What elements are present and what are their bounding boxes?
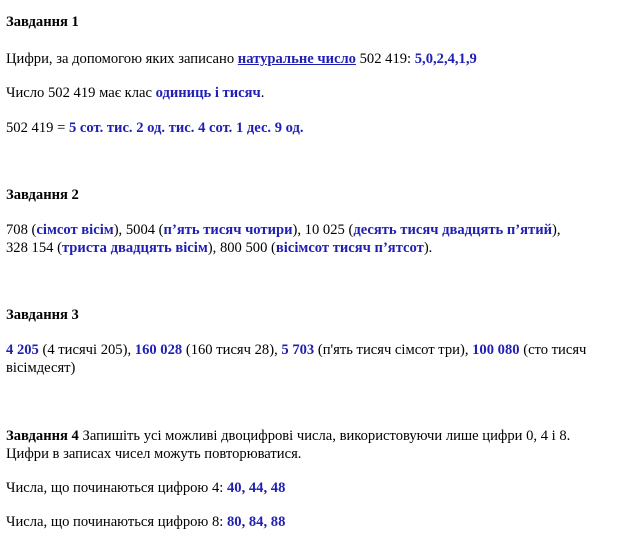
task2-number-5: ), 800 500 ( (207, 240, 276, 256)
task4-answer-4: 40, 44, 48 (226, 480, 286, 496)
task4-line1-text: Числа, що починаються цифрою 4: (6, 480, 227, 496)
task1-line2-end: . (260, 85, 265, 101)
task2-word-4: триста двадцять вісім (61, 240, 208, 256)
task1-line2-text: Число 502 419 має клас (6, 85, 156, 101)
task4-line-4 (6, 479, 618, 497)
task4-answer-8: 80, 84, 88 (226, 514, 286, 530)
task1-expansion-line (6, 119, 618, 137)
task3-numbers-paragraph (6, 341, 618, 377)
task4-text: Запишіть усі можливі двоцифрові числа, використовуючи лише цифри 0, 4 і 8. Цифри в записах чисел можуть повторюватися. (6, 428, 571, 462)
task3-text-3: (п'ять тисяч сімсот три), (314, 342, 473, 358)
task3-text-1: (4 тисячі 205), (38, 342, 135, 358)
task2-number-4: ), 328 154 ( (6, 222, 561, 256)
task1-class-line (6, 84, 618, 102)
task2-number-2: ), 5004 ( (113, 222, 164, 238)
task4-line2-text: Числа, що починаються цифрою 8: (6, 514, 227, 530)
task1-line1-text: Цифри, за допомогою яких записано (6, 51, 238, 67)
task1-expansion-answer: 5 сот. тис. 2 од. тис. 4 сот. 1 дес. 9 од. (68, 120, 304, 136)
task2-word-3: десять тисяч двадцять п’ятий (353, 222, 553, 238)
task3-answer-1: 4 205 (6, 342, 39, 358)
task3-text-4: (сто тисяч вісімдесят) (6, 342, 587, 376)
task1-class-answer: одиниць і тисяч (155, 85, 261, 101)
task1-line3-text: 502 419 = (6, 120, 69, 136)
task4-heading: Завдання 4 (6, 428, 79, 444)
task2-number-1: 708 ( (6, 222, 37, 238)
task2-number-3: ), 10 025 ( (292, 222, 354, 238)
task2-word-5: вісімсот тисяч п’ятсот (275, 240, 424, 256)
task2-word-2: п’ять тисяч чотири (163, 222, 293, 238)
task2-word-1: сімсот вісім (36, 222, 114, 238)
task3-heading: Завдання 3 (6, 307, 79, 323)
task1-line1-number: 502 419: (355, 51, 415, 67)
task3-text-2: (160 тисяч 28), (182, 342, 282, 358)
task3-answer-3: 5 703 (281, 342, 315, 358)
task2-heading: Завдання 2 (6, 187, 79, 203)
natural-number-link[interactable]: натуральне число (237, 51, 356, 67)
task2-end: ). (423, 240, 433, 256)
task4-paragraph (6, 427, 612, 463)
task1-digits-answer: 5,0,2,4,1,9 (414, 51, 477, 67)
task1-heading: Завдання 1 (6, 14, 79, 30)
task3-answer-2: 160 028 (134, 342, 183, 358)
task4-line-8 (6, 513, 618, 531)
task1-digits-line (6, 50, 618, 68)
task2-numbers-paragraph (6, 221, 566, 257)
task3-answer-4: 100 080 (472, 342, 520, 358)
